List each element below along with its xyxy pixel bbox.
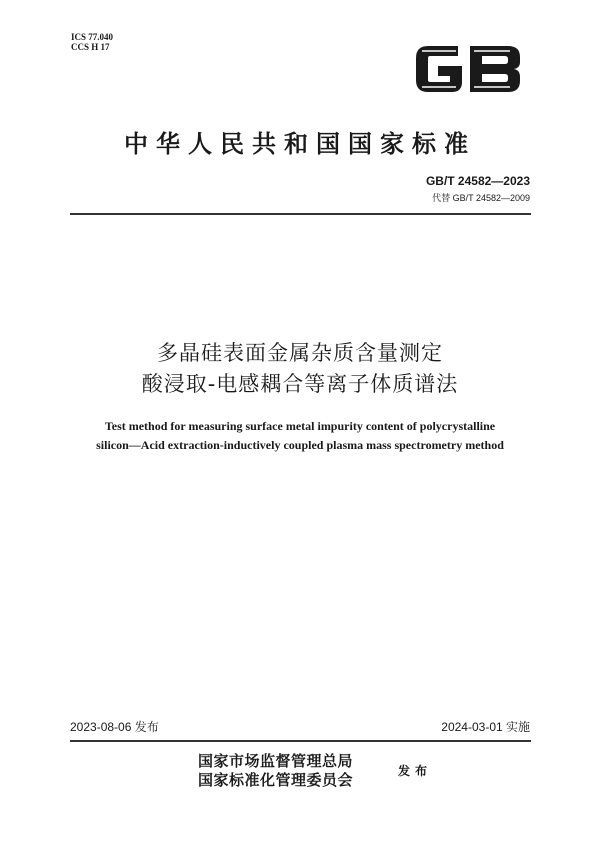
gb-logo <box>410 40 525 98</box>
top-divider <box>70 213 531 215</box>
issue-label: 发布 <box>398 764 433 778</box>
issuer-line2: 国家标准化管理委员会 <box>198 771 354 789</box>
replaced-standard: 代替 GB/T 24582—2009 <box>432 193 530 203</box>
implementation-date: 2024-03-01 实施 <box>441 720 530 734</box>
standard-category-title: 中华人民共和国国家标准 <box>124 129 476 158</box>
issuing-authorities <box>198 752 353 790</box>
title-chinese-line1: 多晶硅表面金属杂质含量测定 <box>157 341 443 365</box>
standard-number: GB/T 24582—2023 <box>425 174 530 188</box>
ccs-code: CCS H 17 <box>71 42 110 52</box>
issue-date: 2023-08-06 发布 <box>70 720 159 734</box>
title-english-line1: Test method for measuring surface metal impurity content of polycrystalline <box>104 419 496 433</box>
title-chinese-line2: 酸浸取-电感耦合等离子体质谱法 <box>141 372 459 396</box>
ics-code: ICS 77.040 <box>71 32 114 42</box>
bottom-divider <box>70 740 531 742</box>
issuer-line1: 国家市场监督管理总局 <box>198 752 354 770</box>
title-english-line2: silicon—Acid extraction-inductively coupled plasma mass spectrometry method <box>96 438 504 452</box>
classification-codes <box>71 32 113 52</box>
